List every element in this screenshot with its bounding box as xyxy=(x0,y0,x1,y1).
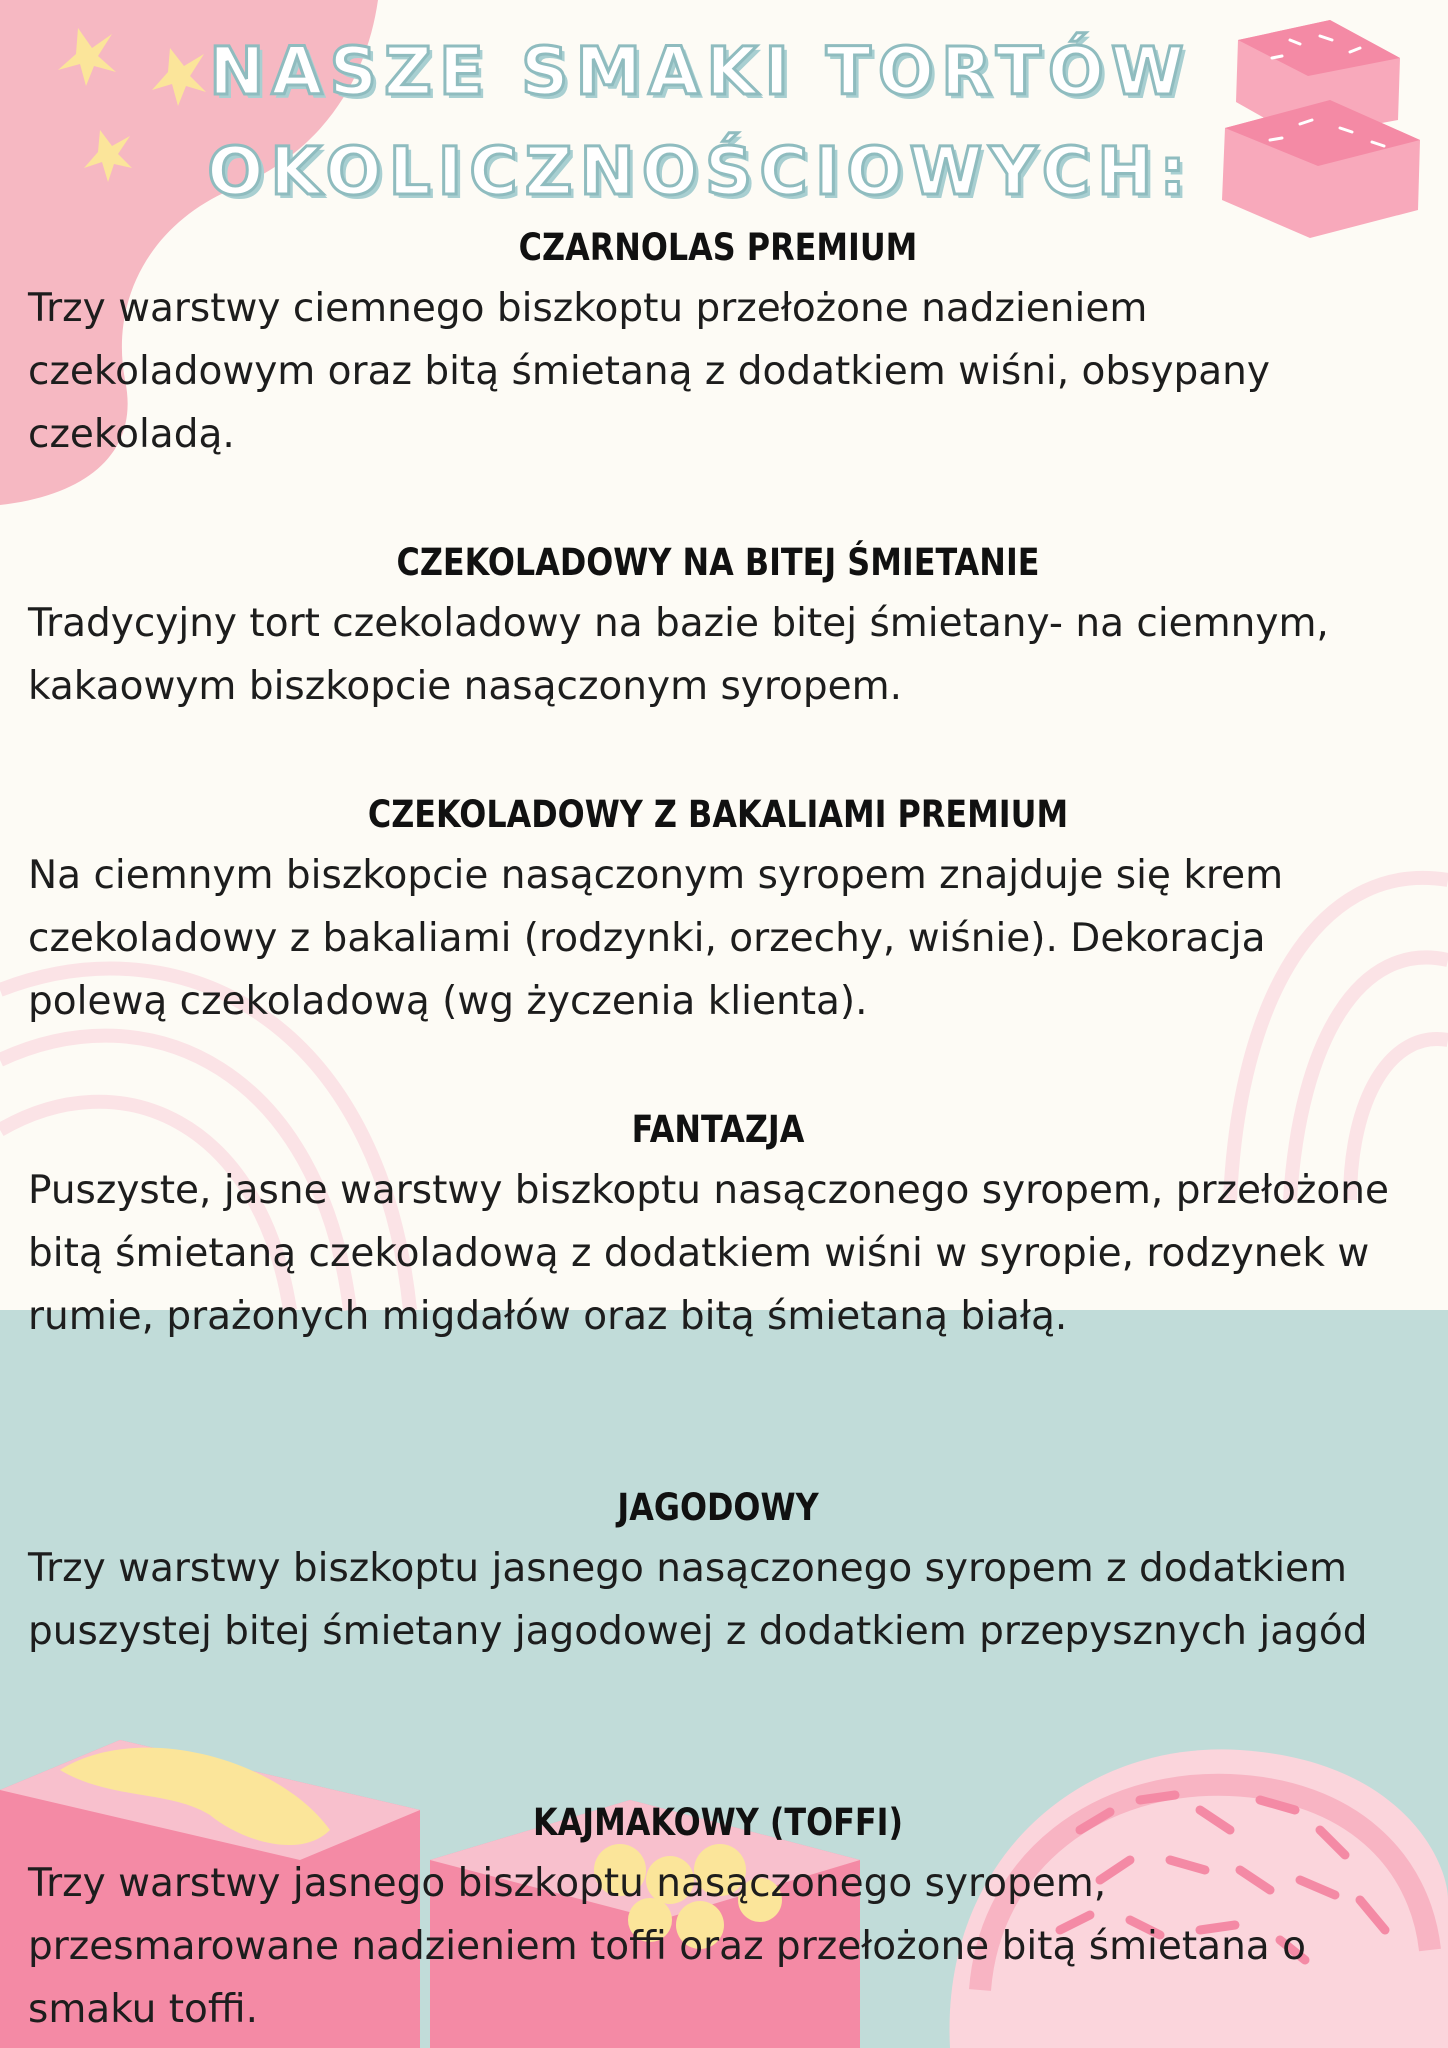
flavor-name: JAGODOWY xyxy=(617,1486,819,1529)
flavor-czekoladowy-bakalie xyxy=(28,792,1408,1033)
flavor-jagodowy xyxy=(28,1485,1408,1663)
flavor-czekoladowy-bita xyxy=(28,540,1408,718)
flavor-name: CZEKOLADOWY NA BITEJ ŚMIETANIE xyxy=(396,541,1040,584)
flavor-description: Trzy warstwy ciemnego biszkoptu przełożone nadzieniem czekoladowym oraz bitą śmietaną z dodatkiem wiśni, obsypany czekoladą. xyxy=(28,286,1270,457)
title-line-2: OKOLICZNOŚCIOWYCH: xyxy=(207,133,1193,210)
flavor-description: Trzy warstwy jasnego biszkoptu nasączonego syropem, przesmarowane nadzieniem toffi oraz przełożone bitą śmietana o smaku toffi. xyxy=(28,1861,1306,2032)
flavor-description: Na ciemnym biszkopcie nasączonym syropem znajduje się krem czekoladowy z bakaliami (rodzynki, orzechy, wiśnie). Dekoracja polewą czekoladową (wg życzenia klienta). xyxy=(28,853,1284,1024)
flavor-name: CZEKOLADOWY Z BAKALIAMI PREMIUM xyxy=(367,793,1069,836)
flavor-description: Trzy warstwy biszkoptu jasnego nasączonego syropem z dodatkiem puszystej bitej śmietany jagodowej z dodatkiem przepysznych jagód xyxy=(28,1546,1368,1654)
flavor-name: KAJMAKOWY (TOFFI) xyxy=(532,1801,904,1844)
flavor-kajmakowy xyxy=(28,1800,1408,2041)
title-line-1: NASZE SMAKI TORTÓW xyxy=(209,33,1191,110)
flavor-czarnolas xyxy=(28,225,1408,466)
flavor-name: CZARNOLAS PREMIUM xyxy=(518,226,918,269)
flavor-name: FANTAZJA xyxy=(631,1108,805,1151)
flavor-fantazja xyxy=(28,1107,1408,1348)
cake-slices-decoration xyxy=(1222,20,1420,238)
flavor-description: Puszyste, jasne warstwy biszkoptu nasączonego syropem, przełożone bitą śmietaną czekoladową z dodatkiem wiśni w syropie, rodzynek w rumie, prażonych migdałów oraz bitą śmietaną białą. xyxy=(28,1168,1389,1339)
flavor-description: Tradycyjny tort czekoladowy na bazie bitej śmietany- na ciemnym, kakaowym biszkopcie nasączonym syropem. xyxy=(28,601,1329,709)
page-title xyxy=(200,22,1200,222)
